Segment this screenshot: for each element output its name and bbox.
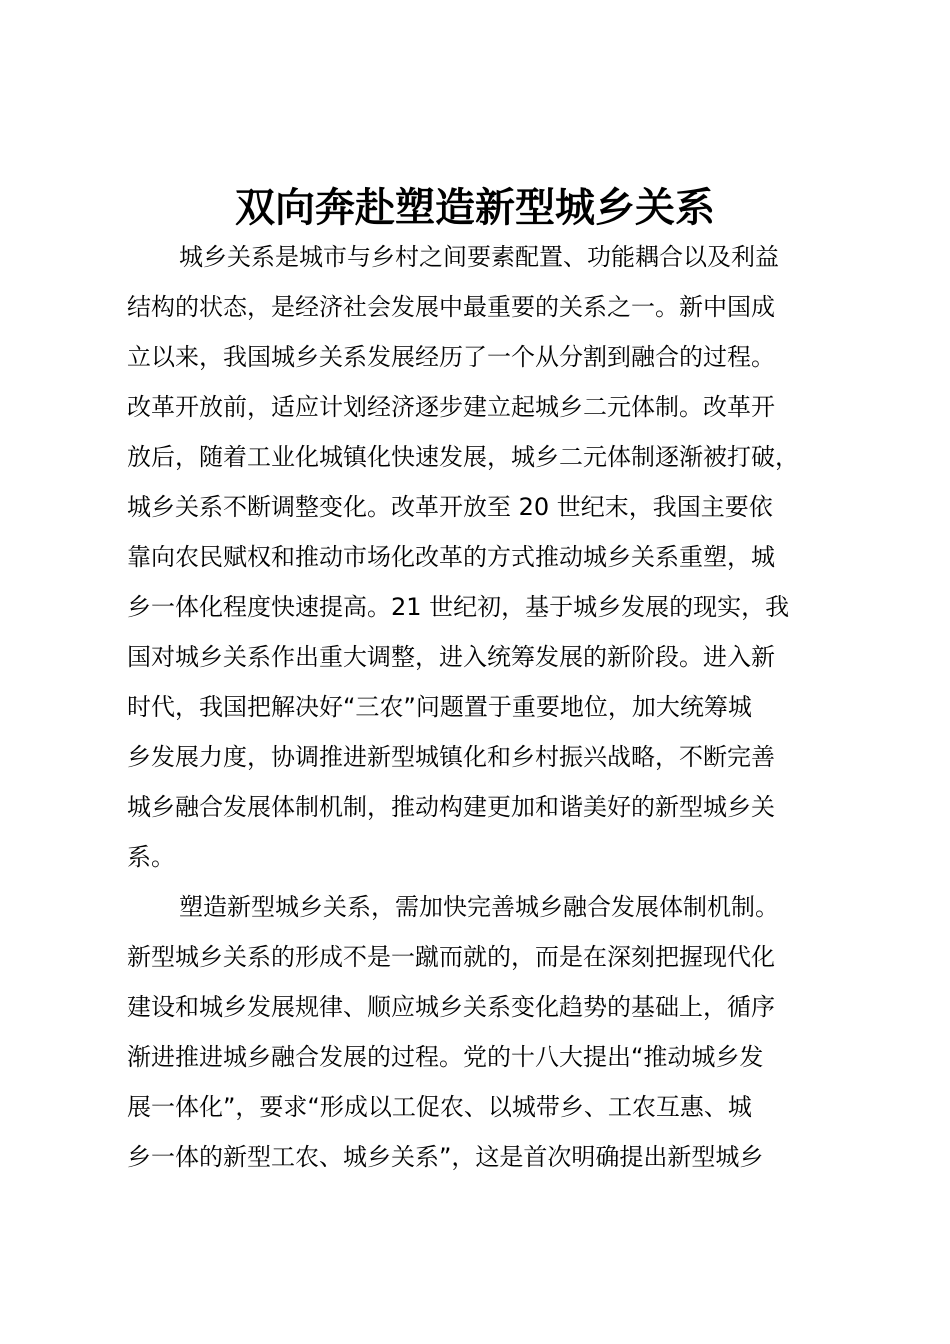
text-line: 塑造新型城乡关系，需加快完善城乡融合发展体制机制。 [179,893,779,921]
text-line: 乡一体的新型工农、城乡关系”，这是首次明确提出新型城乡 [127,1143,764,1171]
text-line: 城乡融合发展体制机制，推动构建更加和谐美好的新型城乡关 [127,793,775,821]
document-title: 双向奔赴塑造新型城乡关系 [235,184,715,231]
text-line: 展一体化”，要求“形成以工促农、以城带乡、工农互惠、城 [127,1093,752,1121]
text-line: 渐进推进城乡融合发展的过程。党的十八大提出“推动城乡发 [127,1043,764,1071]
text-line: 放后，随着工业化城镇化快速发展，城乡二元体制逐渐被打破， [127,443,799,471]
document-body [127,232,837,1182]
text-line: 国对城乡关系作出重大调整，进入统筹发展的新阶段。进入新 [127,643,775,671]
text-line: 乡发展力度，协调推进新型城镇化和乡村振兴战略，不断完善 [127,743,775,771]
text-line: 时代，我国把解决好“三农”问题置于重要地位，加大统筹城 [127,693,752,721]
text-line: 系。 [127,843,175,871]
text-line: 改革开放前，适应计划经济逐步建立起城乡二元体制。改革开 [127,393,775,421]
paragraph-1 [127,232,837,882]
paragraph-2 [127,882,837,1182]
text-line: 结构的状态，是经济社会发展中最重要的关系之一。新中国成 [127,293,775,321]
text-line: 靠向农民赋权和推动市场化改革的方式推动城乡关系重塑，城 [127,543,775,571]
text-line: 乡一体化程度快速提高。21 世纪初，基于城乡发展的现实，我 [127,593,790,621]
text-line: 立以来，我国城乡关系发展经历了一个从分割到融合的过程。 [127,343,775,371]
text-line: 建设和城乡发展规律、顺应城乡关系变化趋势的基础上，循序 [127,993,775,1021]
text-line: 城乡关系不断调整变化。改革开放至 20 世纪末，我国主要依 [127,493,773,521]
text-line: 新型城乡关系的形成不是一蹴而就的，而是在深刻把握现代化 [127,943,775,971]
text-line: 城乡关系是城市与乡村之间要素配置、功能耦合以及利益 [179,243,779,271]
